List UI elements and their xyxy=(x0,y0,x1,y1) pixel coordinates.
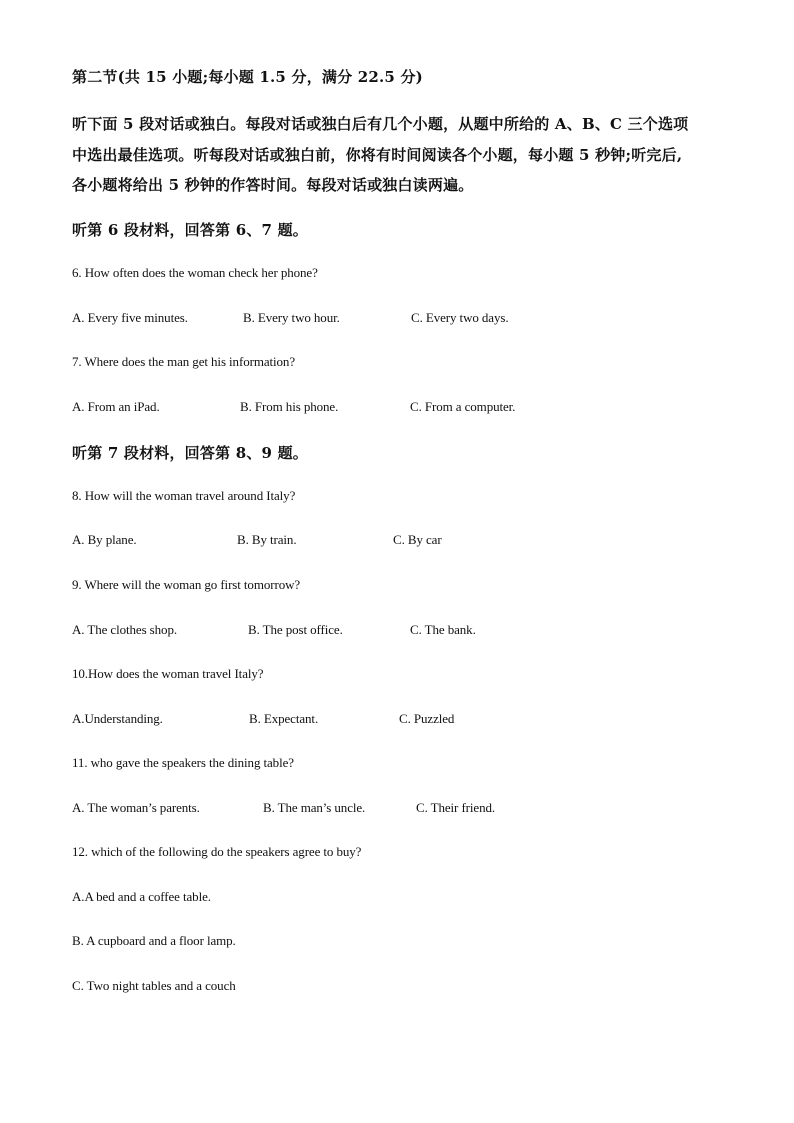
question-8-option-c: C. By car xyxy=(393,532,442,547)
question-9-option-c: C. The bank. xyxy=(410,622,476,637)
group-header-2: 听第 7 段材料，回答第 8、9 题。 xyxy=(72,444,309,462)
question-12-option-a: A.A bed and a coffee table. xyxy=(72,889,211,904)
question-9-stem: 9. Where will the woman go first tomorrow? xyxy=(72,577,301,592)
question-10-option-b: B. Expectant. xyxy=(249,711,319,726)
question-7-option-b: B. From his phone. xyxy=(240,399,339,414)
instructions-line-1: 听下面 5 段对话或独白。每段对话或独白后有几个小题，从题中所给的 A、B、C 三个选项 xyxy=(72,115,689,133)
question-6-option-a: A. Every five minutes. xyxy=(72,310,188,325)
question-7-stem: 7. Where does the man get his information? xyxy=(72,354,295,369)
section-heading: 第二节(共 15 小题;每小题 1.5 分，满分 22.5 分) xyxy=(72,68,423,86)
question-7-option-c: C. From a computer. xyxy=(410,399,516,414)
question-8-option-b: B. By train. xyxy=(237,532,297,547)
question-12-option-b: B. A cupboard and a floor lamp. xyxy=(72,933,236,948)
question-7-option-a: A. From an iPad. xyxy=(72,399,160,414)
question-11-option-c: C. Their friend. xyxy=(416,800,496,815)
question-10-stem: 10.How does the woman travel Italy? xyxy=(72,666,264,681)
question-8-stem: 8. How will the woman travel around Italy? xyxy=(72,488,296,503)
question-11-stem: 11. who gave the speakers the dining table? xyxy=(72,755,294,770)
question-6-stem: 6. How often does the woman check her phone? xyxy=(72,265,318,280)
question-12-option-c: C. Two night tables and a couch xyxy=(72,978,236,993)
question-9-option-a: A. The clothes shop. xyxy=(72,622,177,637)
question-9-option-b: B. The post office. xyxy=(248,622,343,637)
question-8-option-a: A. By plane. xyxy=(72,532,137,547)
question-11-option-a: A. The woman’s parents. xyxy=(72,800,200,815)
group-header-1: 听第 6 段材料，回答第 6、7 题。 xyxy=(72,221,309,239)
question-6-option-b: B. Every two hour. xyxy=(243,310,340,325)
instructions-line-2: 中选出最佳选项。听每段对话或独白前，你将有时间阅读各个小题，每小题 5 秒钟;听完后, xyxy=(72,146,683,164)
question-10-option-a: A.Understanding. xyxy=(72,711,163,726)
question-11-option-b: B. The man’s uncle. xyxy=(263,800,366,815)
instructions-line-3: 各小题将给出 5 秒钟的作答时间。每段对话或独白读两遍。 xyxy=(72,176,474,194)
question-6-option-c: C. Every two days. xyxy=(411,310,509,325)
question-12-stem: 12. which of the following do the speakers agree to buy? xyxy=(72,844,362,859)
question-10-option-c: C. Puzzled xyxy=(399,711,455,726)
